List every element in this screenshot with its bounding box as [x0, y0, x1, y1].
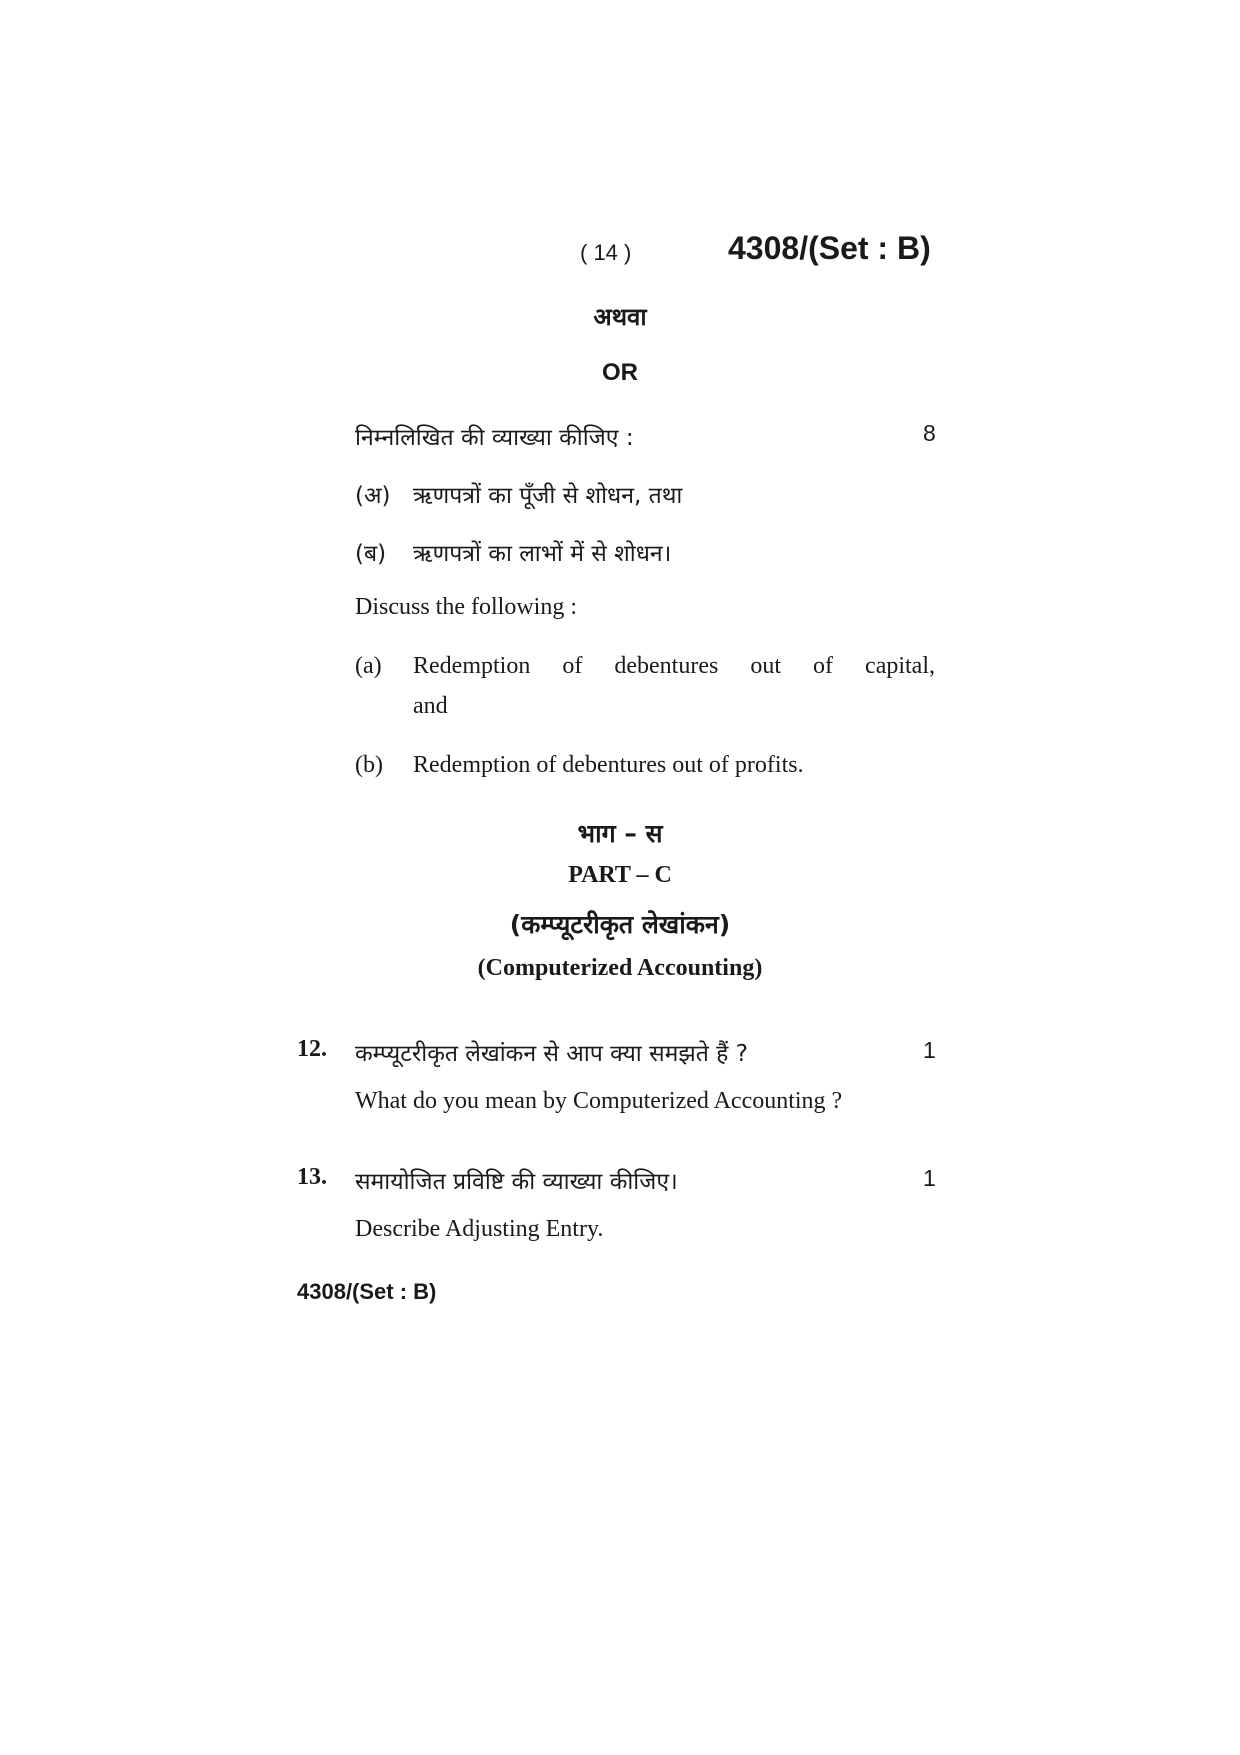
question-text-hindi: कम्प्यूटरीकृत लेखांकन से आप क्या समझते हैं ? — [355, 1041, 748, 1067]
part-title-english: PART – C — [568, 862, 672, 888]
question-prompt-english: Discuss the following : — [355, 594, 577, 620]
paper-code-footer: 4308/(Set : B) — [297, 1279, 437, 1304]
question-text-hindi: समायोजित प्रविष्टि की व्याख्या कीजिए। — [355, 1169, 678, 1195]
question-marks: 1 — [923, 1037, 936, 1063]
question-text-english: What do you mean by Computerized Accounting ? — [355, 1088, 843, 1114]
or-heading-hindi: अथवा — [593, 303, 647, 331]
hindi-item-text: ऋणपत्रों का लाभों में से शोधन। — [413, 541, 672, 567]
english-item-text: Redemption of debentures out of capital, — [413, 653, 935, 679]
hindi-item-text: ऋणपत्रों का पूँजी से शोधन, तथा — [413, 483, 683, 509]
or-heading-english: OR — [602, 359, 638, 386]
question-number: 13. — [297, 1164, 327, 1190]
question-marks: 8 — [923, 420, 936, 446]
paper-code-header: 4308/(Set : B) — [728, 230, 931, 266]
hindi-item-label: (ब) — [355, 541, 387, 567]
part-subtitle-english: (Computerized Accounting) — [477, 955, 763, 981]
hindi-item-label: (अ) — [355, 483, 391, 509]
question-marks: 1 — [923, 1165, 936, 1191]
english-item-label: (b) — [355, 752, 383, 778]
part-title-hindi: भाग – स — [577, 819, 663, 848]
part-subtitle-hindi: (कम्प्यूटरीकृत लेखांकन) — [509, 910, 731, 939]
english-item-text-continued: and — [413, 693, 448, 719]
page-number: ( 14 ) — [580, 240, 632, 265]
english-item-text: Redemption of debentures out of profits. — [413, 752, 804, 778]
question-prompt-hindi: निम्नलिखित की व्याख्या कीजिए : — [355, 425, 634, 451]
question-number: 12. — [297, 1036, 327, 1062]
question-text-english: Describe Adjusting Entry. — [355, 1216, 604, 1242]
english-item-label: (a) — [355, 653, 382, 679]
